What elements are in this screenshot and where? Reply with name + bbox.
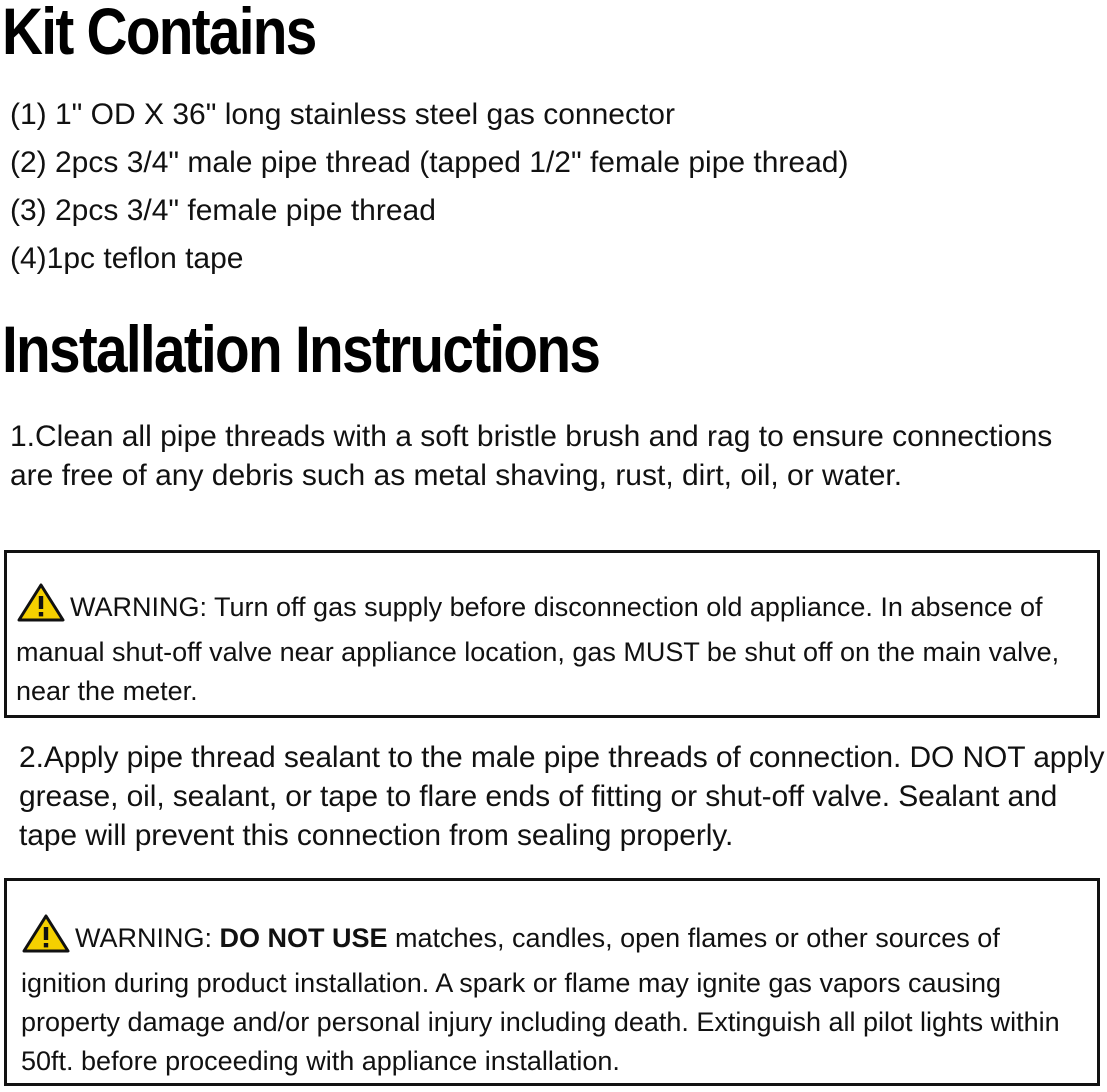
warning-box-gas-supply	[4, 550, 1100, 718]
kit-item-1: (1) 1" OD X 36" long stainless steel gas connector	[10, 98, 675, 131]
warning-triangle-icon	[16, 582, 66, 633]
warning-2-prefix: WARNING:	[75, 923, 220, 953]
warning-2-emphasis: DO NOT USE	[219, 923, 388, 953]
kit-item-4: (4)1pc teflon tape	[10, 242, 244, 275]
warning-exclamation-dot	[44, 943, 48, 947]
warning-text-ignition	[21, 913, 1091, 1081]
kit-contains-heading: Kit Contains	[2, 0, 316, 68]
installation-instructions-heading: Installation Instructions	[2, 312, 600, 386]
warning-box-ignition	[4, 878, 1100, 1086]
instruction-step-1: 1.Clean all pipe threads with a soft bristle brush and rag to ensure connections are free of any debris such as metal shaving, rust, dirt, oil, or water.	[10, 420, 1053, 492]
kit-contents-list	[10, 91, 848, 283]
warning-text-gas-supply	[16, 582, 1086, 711]
kit-item-2: (2) 2pcs 3/4" male pipe thread (tapped 1/2" female pipe thread)	[10, 146, 849, 179]
instruction-step-2: 2.Apply pipe thread sealant to the male pipe threads of connection. DO NOT apply grease, oil, sealant, or tape to flare ends of fitting or shut-off valve. Sealant and tape will prevent this connection from sealing properly.	[19, 741, 1105, 852]
warning-exclamation-bar	[44, 927, 48, 940]
warning-triangle-icon	[21, 913, 71, 964]
warning-1-body: WARNING: Turn off gas supply before disconnection old appliance. In absence of manual shut-off valve near appliance location, gas MUST be shut off on the main valve, near the meter.	[16, 592, 1060, 706]
warning-2-body: matches, candles, open flames or other sources of ignition during product installation. A spark or flame may ignite gas vapors causing property damage and/or personal injury including death. Extinguish all pilot lights within 50ft. before proceeding with appliance installation.	[21, 923, 1060, 1076]
kit-item-3: (3) 2pcs 3/4" female pipe thread	[10, 194, 436, 227]
warning-exclamation-bar	[39, 596, 43, 609]
warning-exclamation-dot	[39, 612, 43, 616]
